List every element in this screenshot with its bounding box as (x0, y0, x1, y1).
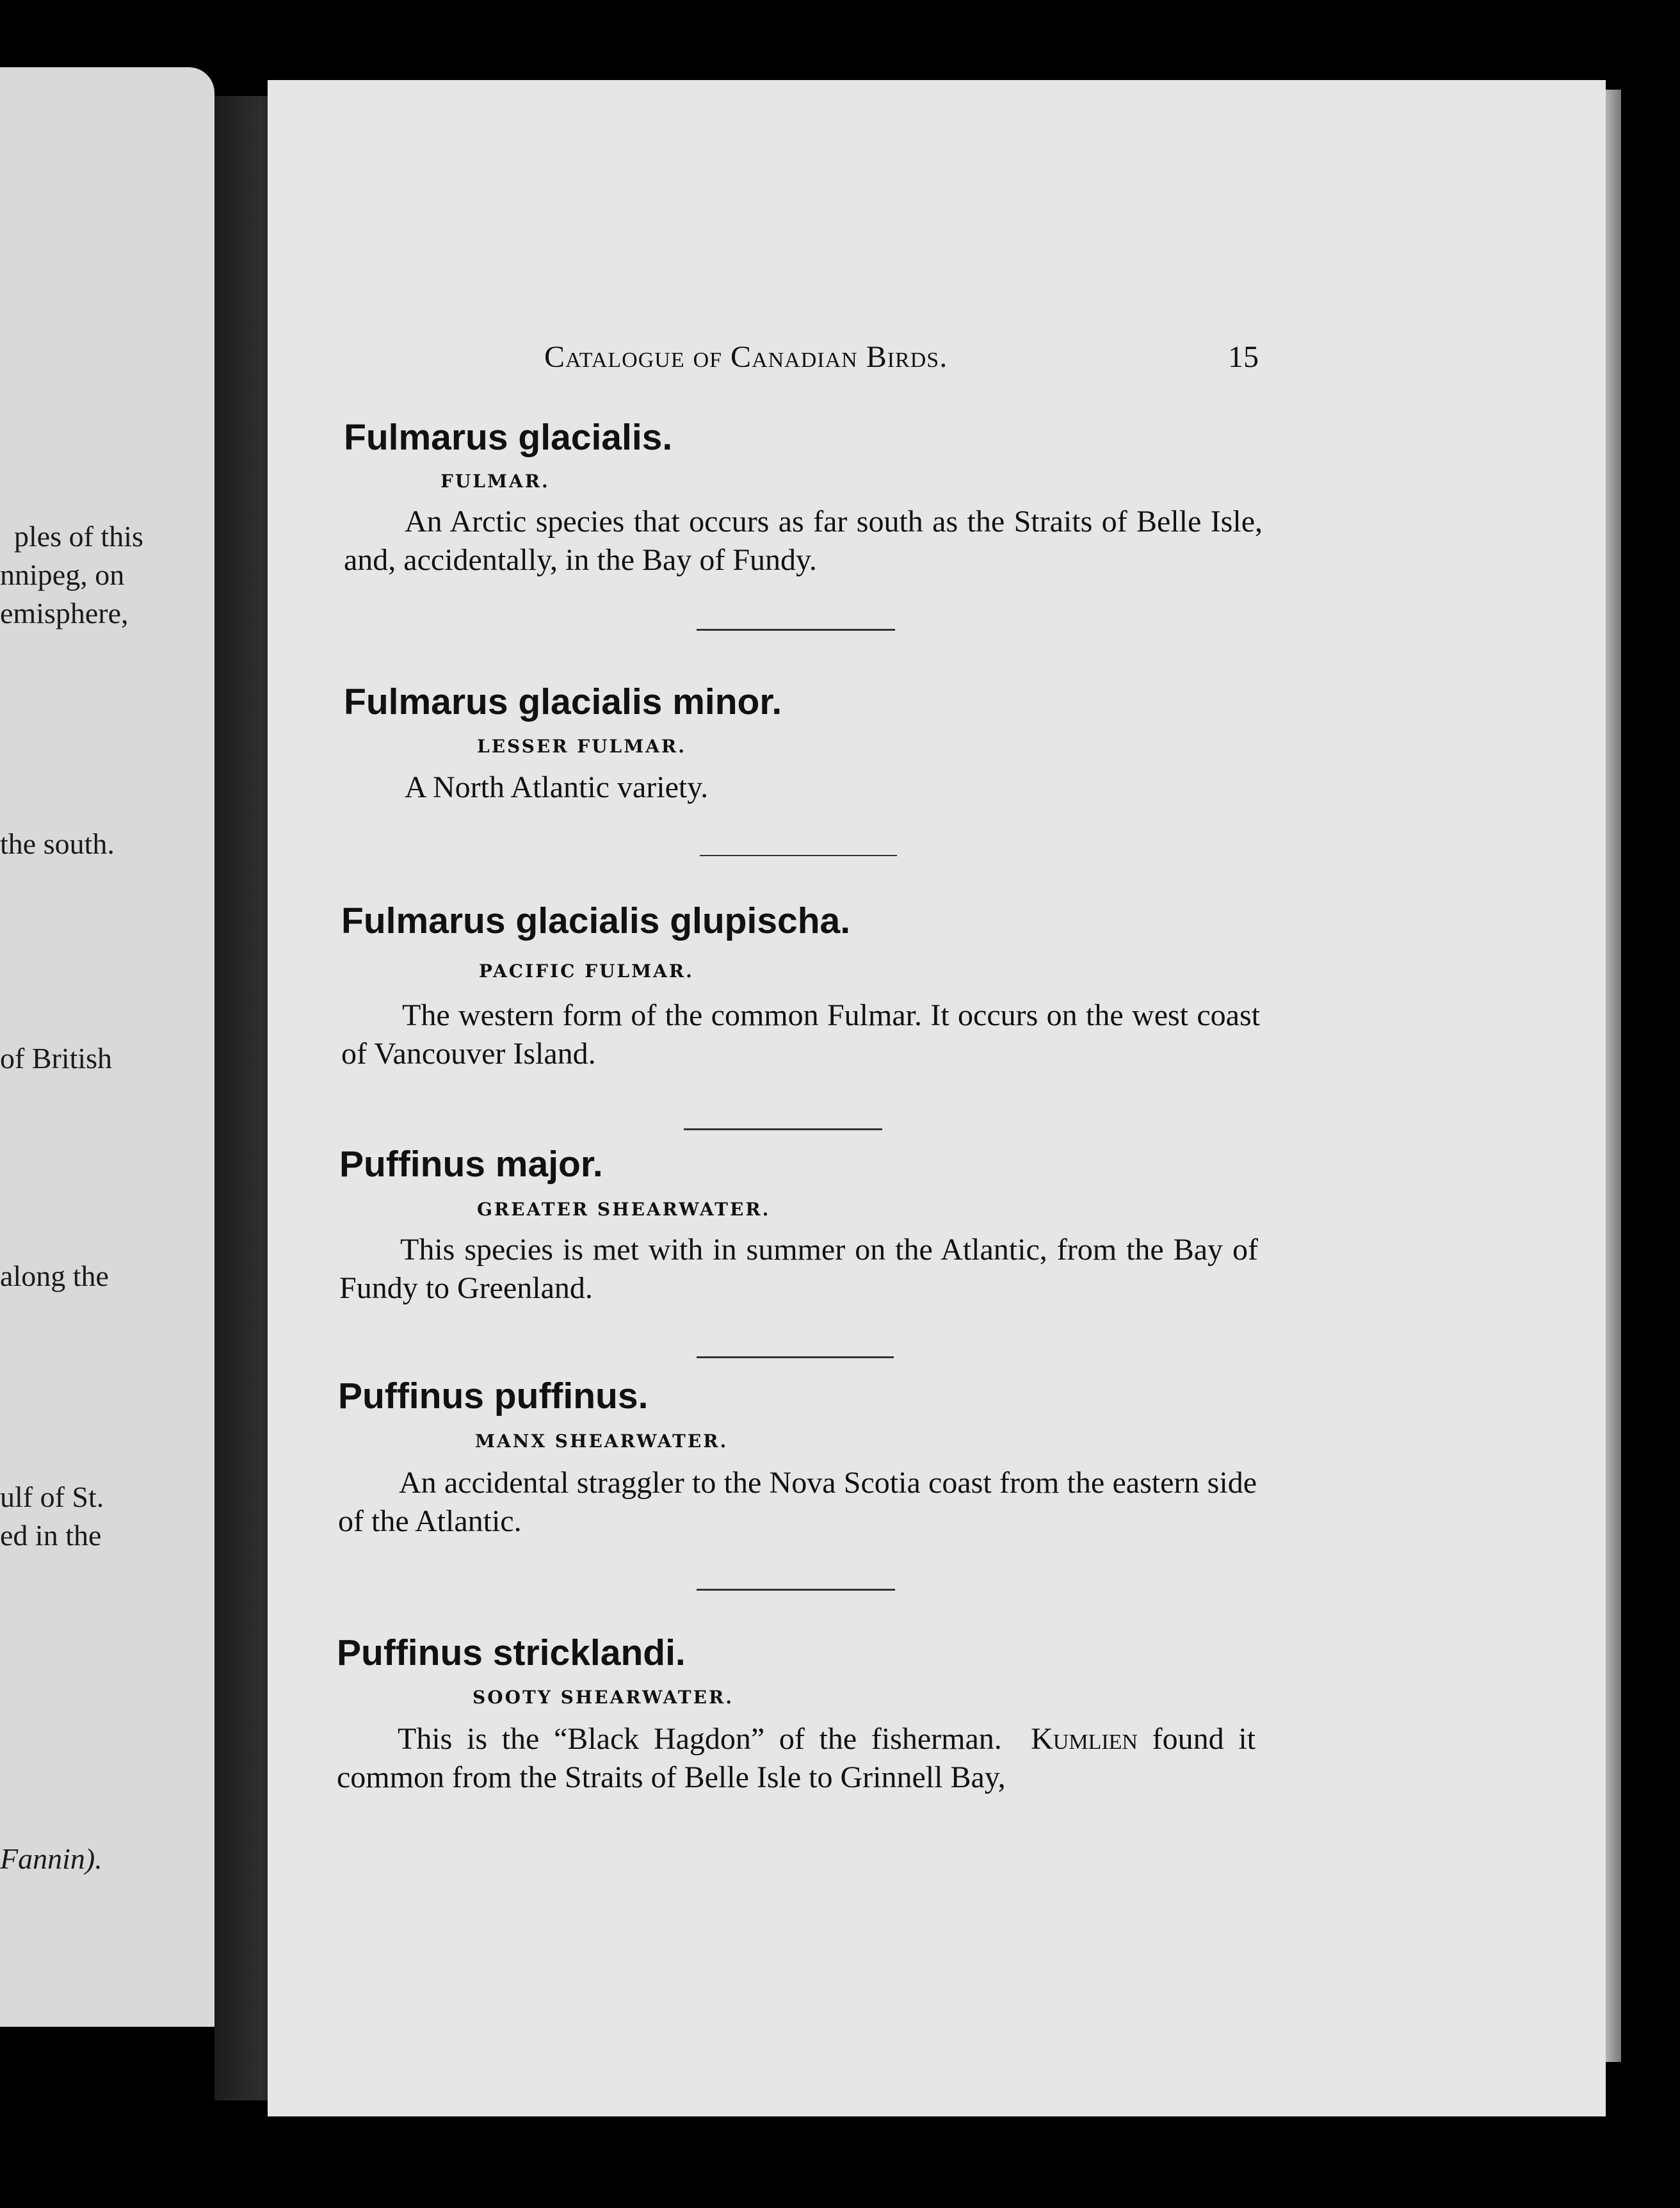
species-description: An Arctic species that occurs as far south as the Straits of Belle Isle, and, accidentally, in the Bay of Fundy. (344, 505, 1263, 577)
book-page (268, 80, 1606, 2116)
species-name: Fulmarus glacialis. (344, 417, 673, 458)
facing-page-line: of British (0, 1042, 113, 1075)
species-description: An accidental straggler to the Nova Scotia coast from the eastern side of the Atlantic. (338, 1466, 1257, 1538)
species-name: Puffinus major. (339, 1144, 603, 1185)
author-name: Kumlien (1031, 1722, 1138, 1756)
description-text: This is the “Black Hagdon” of the fisherman. (398, 1722, 1002, 1756)
description-text: found it common from the Straits of Belle Isle to Grinnell Bay, (337, 1722, 1256, 1794)
section-rule (684, 1128, 882, 1130)
facing-page-line: Fannin). (0, 1842, 102, 1875)
facing-page-line: the south. (0, 827, 115, 860)
species-name: Puffinus stricklandi. (337, 1632, 686, 1673)
common-name: PACIFIC FULMAR. (479, 961, 694, 982)
common-name: FULMAR. (440, 471, 550, 492)
species-name: Fulmarus glacialis minor. (344, 681, 782, 722)
section-rule (700, 855, 897, 856)
page-number: 15 (1228, 340, 1259, 374)
species-description: This species is met with in summer on the Atlantic, from the Bay of Fundy to Greenland. (339, 1233, 1258, 1305)
facing-page-line: nnipeg, on (0, 558, 125, 591)
section-rule (697, 1356, 894, 1358)
common-name: MANX SHEARWATER. (475, 1431, 729, 1452)
common-name: GREATER SHEARWATER. (477, 1199, 771, 1220)
species-name: Puffinus puffinus. (338, 1376, 649, 1417)
facing-page-line: ples of this (14, 520, 143, 553)
facing-page-line: along the (0, 1260, 109, 1292)
section-rule (697, 1589, 895, 1591)
facing-page-line: ed in the (0, 1519, 102, 1552)
facing-page-line: ulf of St. (0, 1481, 104, 1513)
facing-page (0, 67, 214, 2027)
common-name: LESSER FULMAR. (477, 736, 686, 757)
species-description: A North Atlantic variety. (405, 770, 709, 804)
section-rule (697, 629, 895, 631)
common-name: SOOTY SHEARWATER. (472, 1687, 734, 1708)
species-name: Fulmarus glacialis glupischa. (341, 900, 851, 941)
species-description (337, 1720, 1256, 1797)
facing-page-line: emisphere, (0, 597, 129, 629)
species-description: The western form of the common Fulmar. It occurs on the west coast of Vancouver Island. (341, 998, 1260, 1071)
running-title: Catalogue of Canadian Birds. (544, 340, 948, 374)
